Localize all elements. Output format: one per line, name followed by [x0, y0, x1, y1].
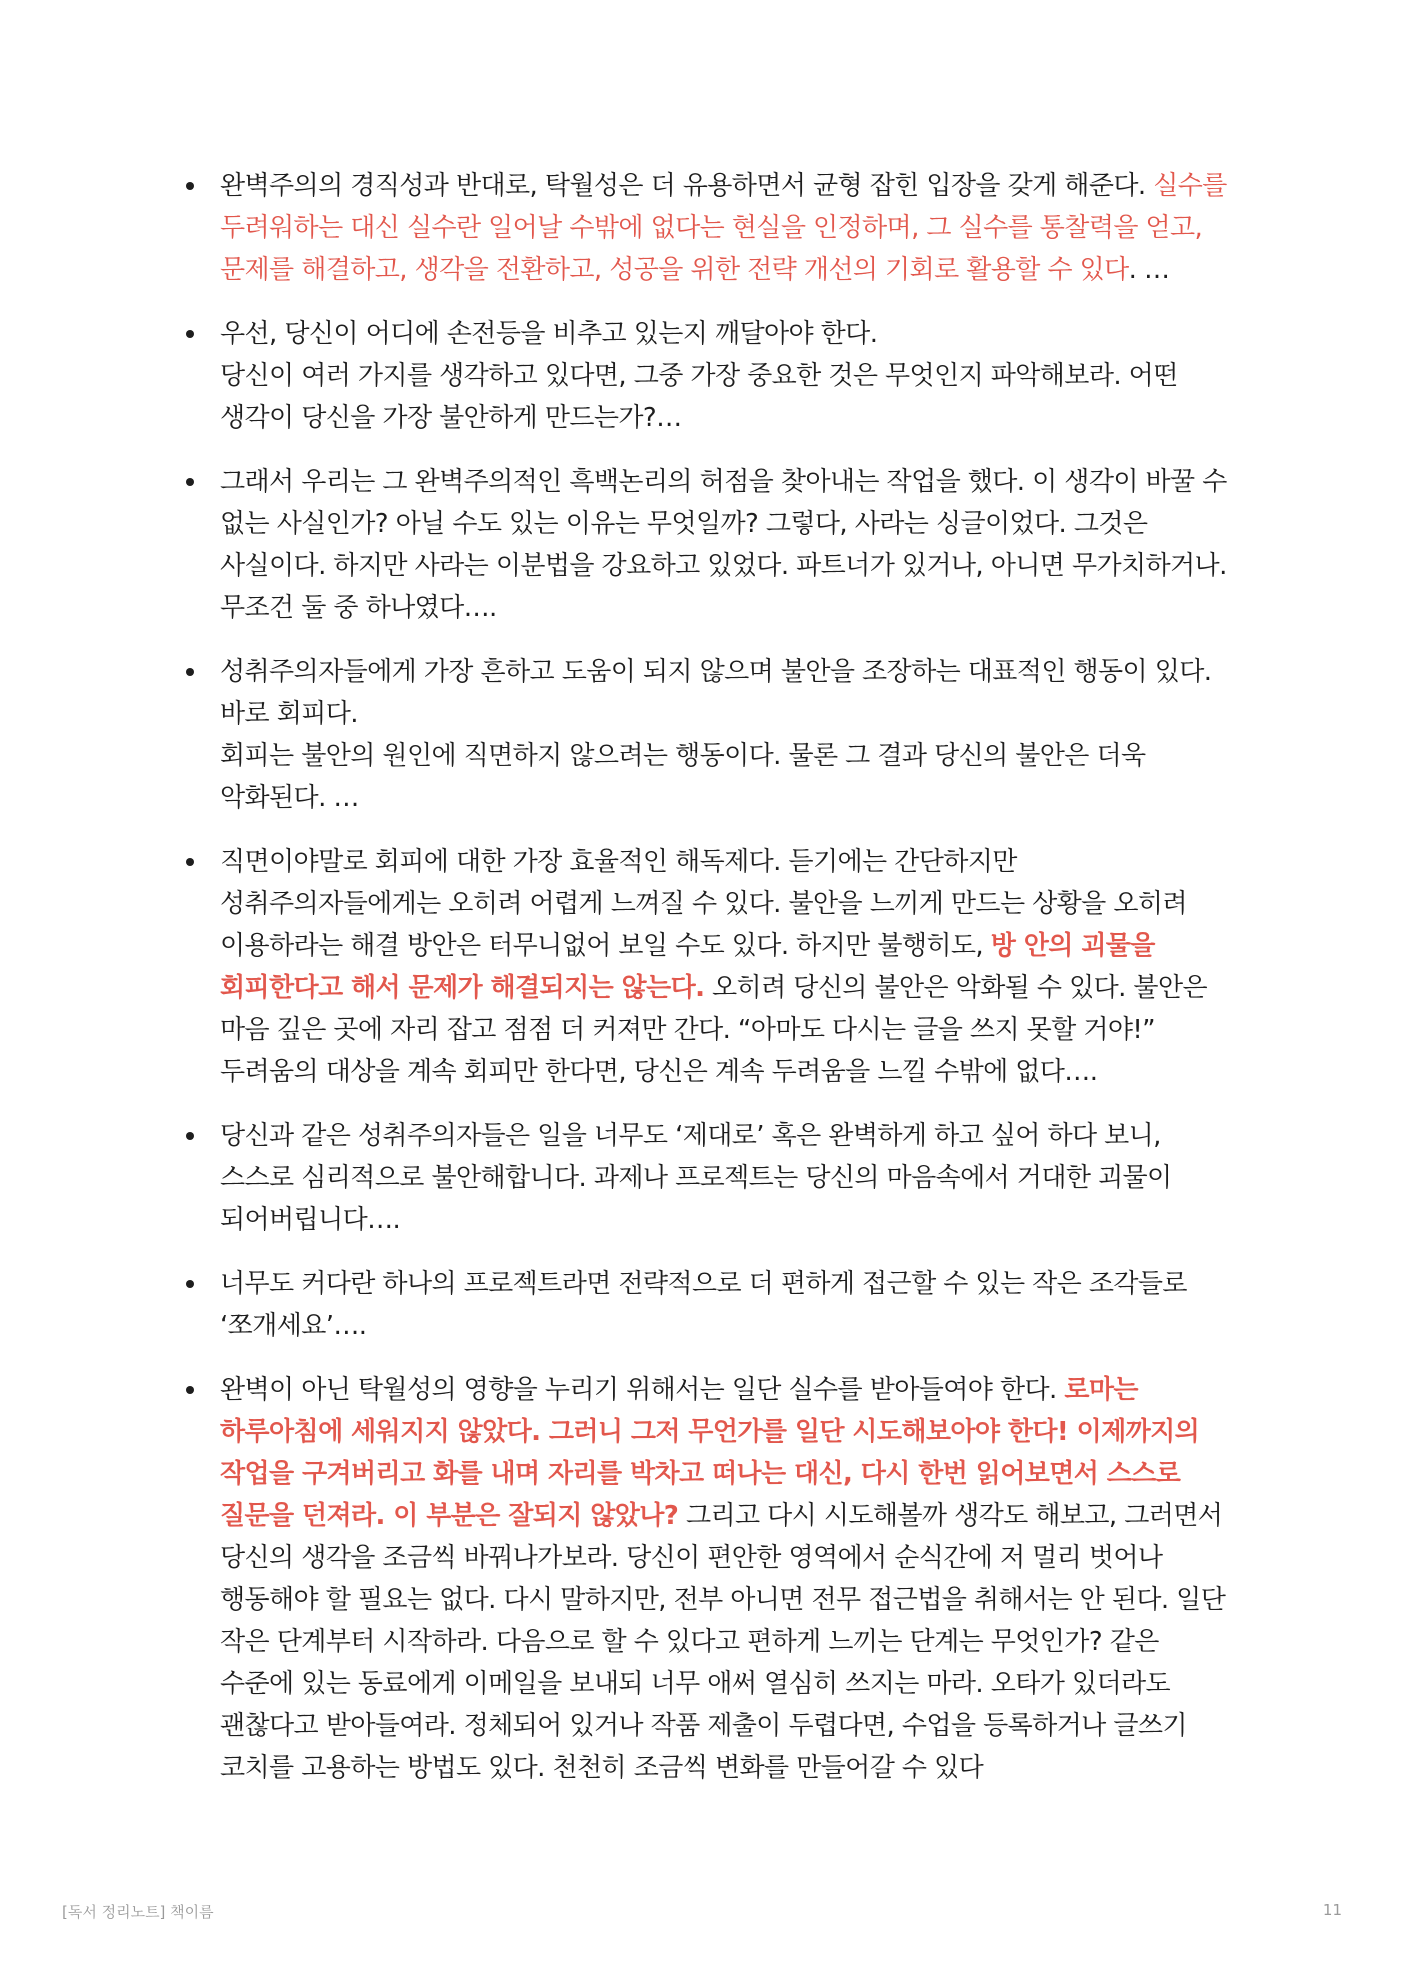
footer-title: [독서 정리노트] 책이름	[62, 1903, 214, 1921]
list-item	[178, 1263, 1238, 1347]
bullet-icon	[186, 1280, 194, 1288]
note-highlight: 실수를 두려워하는 대신 실수란 일어날 수밖에 없다는 현실을 인정하며, 그 실수를 통찰력을 얻고, 문제를 해결하고, 생각을 전환하고, 성공을 위한 전략 개선의 기회로 활용할 수 있다	[220, 171, 1227, 285]
list-item	[178, 1369, 1238, 1789]
bullet-icon	[186, 668, 194, 676]
bullet-icon	[186, 1386, 194, 1394]
note-text: 성취주의자들에게 가장 흔하고 도움이 되지 않으며 불안을 조장하는 대표적인 행동이 있다. 바로 회피다.	[220, 657, 1212, 729]
note-text: 우선, 당신이 어디에 손전등을 비추고 있는지 깨달아야 한다.	[220, 319, 878, 349]
bullet-icon	[186, 1132, 194, 1140]
note-text: 회피는 불안의 원인에 직면하지 않으려는 행동이다. 물론 그 결과 당신의 불안은 더욱 악화된다. …	[220, 741, 1146, 813]
bullet-icon	[186, 478, 194, 486]
list-item	[178, 461, 1238, 629]
notes-list	[178, 165, 1238, 1811]
note-highlight: 로마는 하루아침에 세워지지 않았다. 그러니 그저 무언가를 일단 시도해보아야 한다! 이제까지의 작업을 구겨버리고 화를 내며 자리를 박차고 떠나는 대신, 다시 한번 읽어보면서 스스로 질문을 던져라. 이 부분은 잘되지 않았나?	[220, 1375, 1200, 1531]
note-text: 그리고 다시 시도해볼까 생각도 해보고, 그러면서 당신의 생각을 조금씩 바꿔나가보라. 당신이 편안한 영역에서 순식간에 저 멀리 벗어나 행동해야 할 필요는 없다. 다시 말하지만, 전부 아니면 전무 접근법을 취해서는 안 된다. 일단 작은 단계부터 시작하라. 다음으로 할 수 있다고 편하게 느끼는 단계는 무엇인가? 같은 수준에 있는 동료에게 이메일을 보내되 너무 애써 열심히 쓰지는 마라. 오타가 있더라도 괜찮다고 받아들여라. 정체되어 있거나 작품 제출이 두렵다면, 수업을 등록하거나 글쓰기 코치를 고용하는 방법도 있다. 천천히 조금씩 변화를 만들어갈 수 있다	[220, 1501, 1226, 1783]
list-item	[178, 313, 1238, 439]
note-text: 너무도 커다란 하나의 프로젝트라면 전략적으로 더 편하게 접근할 수 있는 작은 조각들로 ‘쪼개세요’….	[220, 1269, 1187, 1341]
note-text: 당신이 여러 가지를 생각하고 있다면, 그중 가장 중요한 것은 무엇인지 파악해보라. 어떤 생각이 당신을 가장 불안하게 만드는가?…	[220, 361, 1178, 433]
note-text: 그래서 우리는 그 완벽주의적인 흑백논리의 허점을 찾아내는 작업을 했다. 이 생각이 바꿀 수 없는 사실인가? 아닐 수도 있는 이유는 무엇일까? 그렇다, 사라는 싱글이었다. 그것은 사실이다. 하지만 사라는 이분법을 강요하고 있었다. 파트너가 있거나, 아니면 무가치하거나. 무조건 둘 중 하나였다….	[220, 467, 1227, 623]
bullet-icon	[186, 182, 194, 190]
note-text: 완벽이 아닌 탁월성의 영향을 누리기 위해서는 일단 실수를 받아들여야 한다.	[220, 1375, 1065, 1405]
note-text: 오히려 당신의 불안은 악화될 수 있다. 불안은 마음 깊은 곳에 자리 잡고 점점 더 커져만 간다. “아마도 다시는 글을 쓰지 못할 거야!” 두려움의 대상을 계속 회피만 한다면, 당신은 계속 두려움을 느낄 수밖에 없다….	[220, 973, 1207, 1087]
list-item	[178, 651, 1238, 819]
note-text: . …	[1128, 255, 1170, 285]
footer-page-number: 11	[1322, 1901, 1342, 1919]
note-text: 완벽주의의 경직성과 반대로, 탁월성은 더 유용하면서 균형 잡힌 입장을 갖게 해준다.	[220, 171, 1154, 201]
note-text: 당신과 같은 성취주의자들은 일을 너무도 ‘제대로’ 혹은 완벽하게 하고 싶어 하다 보니, 스스로 심리적으로 불안해합니다. 과제나 프로젝트는 당신의 마음속에서 거대한 괴물이 되어버립니다….	[220, 1121, 1172, 1235]
bullet-icon	[186, 858, 194, 866]
note-highlight: 방 안의 괴물을 회피한다고 해서 문제가 해결되지는 않는다.	[220, 931, 1155, 1003]
bullet-icon	[186, 330, 194, 338]
note-text: 직면이야말로 회피에 대한 가장 효율적인 해독제다. 듣기에는 간단하지만 성취주의자들에게는 오히려 어렵게 느껴질 수 있다. 불안을 느끼게 만드는 상황을 오히려 이용하라는 해결 방안은 터무니없어 보일 수도 있다. 하지만 불행히도,	[220, 847, 1187, 961]
list-item	[178, 165, 1238, 291]
list-item	[178, 1115, 1238, 1241]
list-item	[178, 841, 1238, 1093]
